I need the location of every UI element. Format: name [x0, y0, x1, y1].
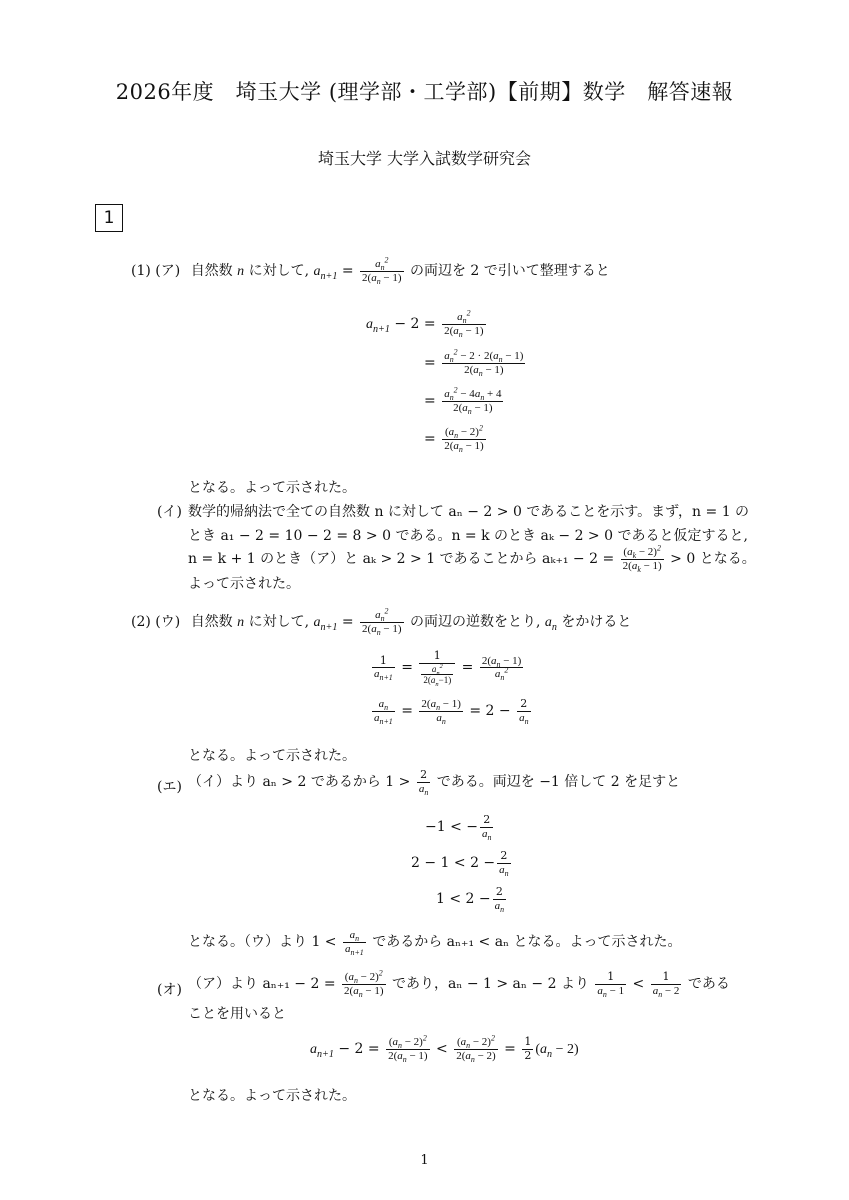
derivation-e: −1 < − $\frac{2}{a_n}$ 2 − 1 < 2 − $\frac{2}{a_n}$ 1 < 2 − $\frac{2}{a_n}$ [411, 813, 509, 914]
page-number: 1 [420, 1153, 429, 1168]
recurrence-fraction: $\frac{a_n^2}{2(a_n - 1)}$ [362, 255, 402, 286]
part2-o-conclusion: となる。よって示された。 [188, 1088, 356, 1104]
part2-label: (2) [131, 614, 151, 631]
part2-e-line1: （イ）より aₙ > 2 であるから 1 > $\frac{2}{a_n}$ である。両辺を −1 倍して 2 を足すと [188, 768, 681, 797]
part2-o-line2: ことを用いると [188, 1006, 286, 1022]
part1-i-conclusion: よって示された。 [188, 576, 300, 592]
part2-o-label: (オ) [157, 982, 182, 998]
part2-u-intro: (2) (ウ) 自然数 n に対して, $a_{n+1}$ = $\frac{a_n^2}{2(a_n - 1)}$ の両辺の逆数をとり, $a_n$ をかけると [131, 606, 632, 637]
part2-u-conclusion: となる。よって示された。 [188, 748, 356, 764]
part1-a-conclusion: となる。よって示された。 [188, 480, 356, 496]
part1-label: (1) [131, 263, 151, 280]
question-number-box: 1 [95, 204, 123, 232]
page-subtitle: 埼玉大学 大学入試数学研究会 [317, 149, 532, 168]
part2-u-label: (ウ) [155, 614, 181, 631]
part1-i-line1: 数学的帰納法で全ての自然数 n に対して aₙ − 2 > 0 であることを示す。まず，n = 1 の [188, 504, 750, 520]
part1-i-line3: n = k + 1 のとき（ア）と aₖ > 2 > 1 であることから aₖ₊₁ − 2 = $\frac{(a_k - 2)^2}{2(a_k - 1)}$ > 0 となる。 [188, 543, 756, 574]
part2-o-line1: （ア）より aₙ₊₁ − 2 = $\frac{(a_n - 2)^2}{2(a_n - 1)}$ であり，aₙ − 1 > aₙ − 2 より $\frac{1}{a_n - 1}$ < $\frac{1}{a_n - 2}$ である [188, 968, 730, 999]
derivation-o: $a_{n+1} - 2$ = $\frac{(a_n - 2)^2}{2(a_n - 1)}$ < $\frac{(a_n - 2)^2}{2(a_n - 2)}$ = $\frac{1}{2}$ $(a_n - 2)$ [310, 1033, 579, 1064]
part2-e-label: (エ) [157, 779, 182, 795]
part1-i-label: (イ) [157, 504, 182, 520]
page-title: 2026年度 埼玉大学 (理学部・工学部)【前期】数学 解答速報 [115, 80, 734, 104]
part1-i-line2: とき a₁ − 2 = 10 − 2 = 8 > 0 である。n = k のとき aₖ − 2 > 0 であると仮定すると, [188, 528, 748, 544]
part1-a-intro: (1) (ア) 自然数 n に対して, $a_{n+1}$ = $\frac{a_n^2}{2(a_n - 1)}$ の両辺を 2 で引いて整理すると [131, 255, 610, 286]
derivation-a: $a_{n+1} - 2$ = $\frac{a_n^2}{2(a_n - 1)}$ = $\frac{a_n^2 - 2 \cdot 2(a_n - 1)}{2(a_n - 1)}$ = $\frac{a_n^2 - 4a_n + 4}{2(a_n - 1)}$ = $\frac{(a_n - 2)^2}{2(a_n - 1)}$ [366, 308, 524, 454]
derivation-u: $\frac{1}{a_{n+1}}$ = $\frac{1}{\frac{a_n^2}{2(a_n-1)}}$ = $\frac{2(a_n - 1)}{a_n^2}$ $\frac{a_n}{a_{n+1}}$ = $\frac{2(a_n - 1)}{a_n}$ = 2 − $\frac{2}{a_n}$ [374, 649, 529, 726]
part1-a-label: (ア) [155, 263, 181, 280]
part2-e-conclusion: となる。（ウ）より 1 < $\frac{a_n}{a_{n+1}}$ であるから aₙ₊₁ < aₙ となる。よって示された。 [188, 929, 682, 957]
